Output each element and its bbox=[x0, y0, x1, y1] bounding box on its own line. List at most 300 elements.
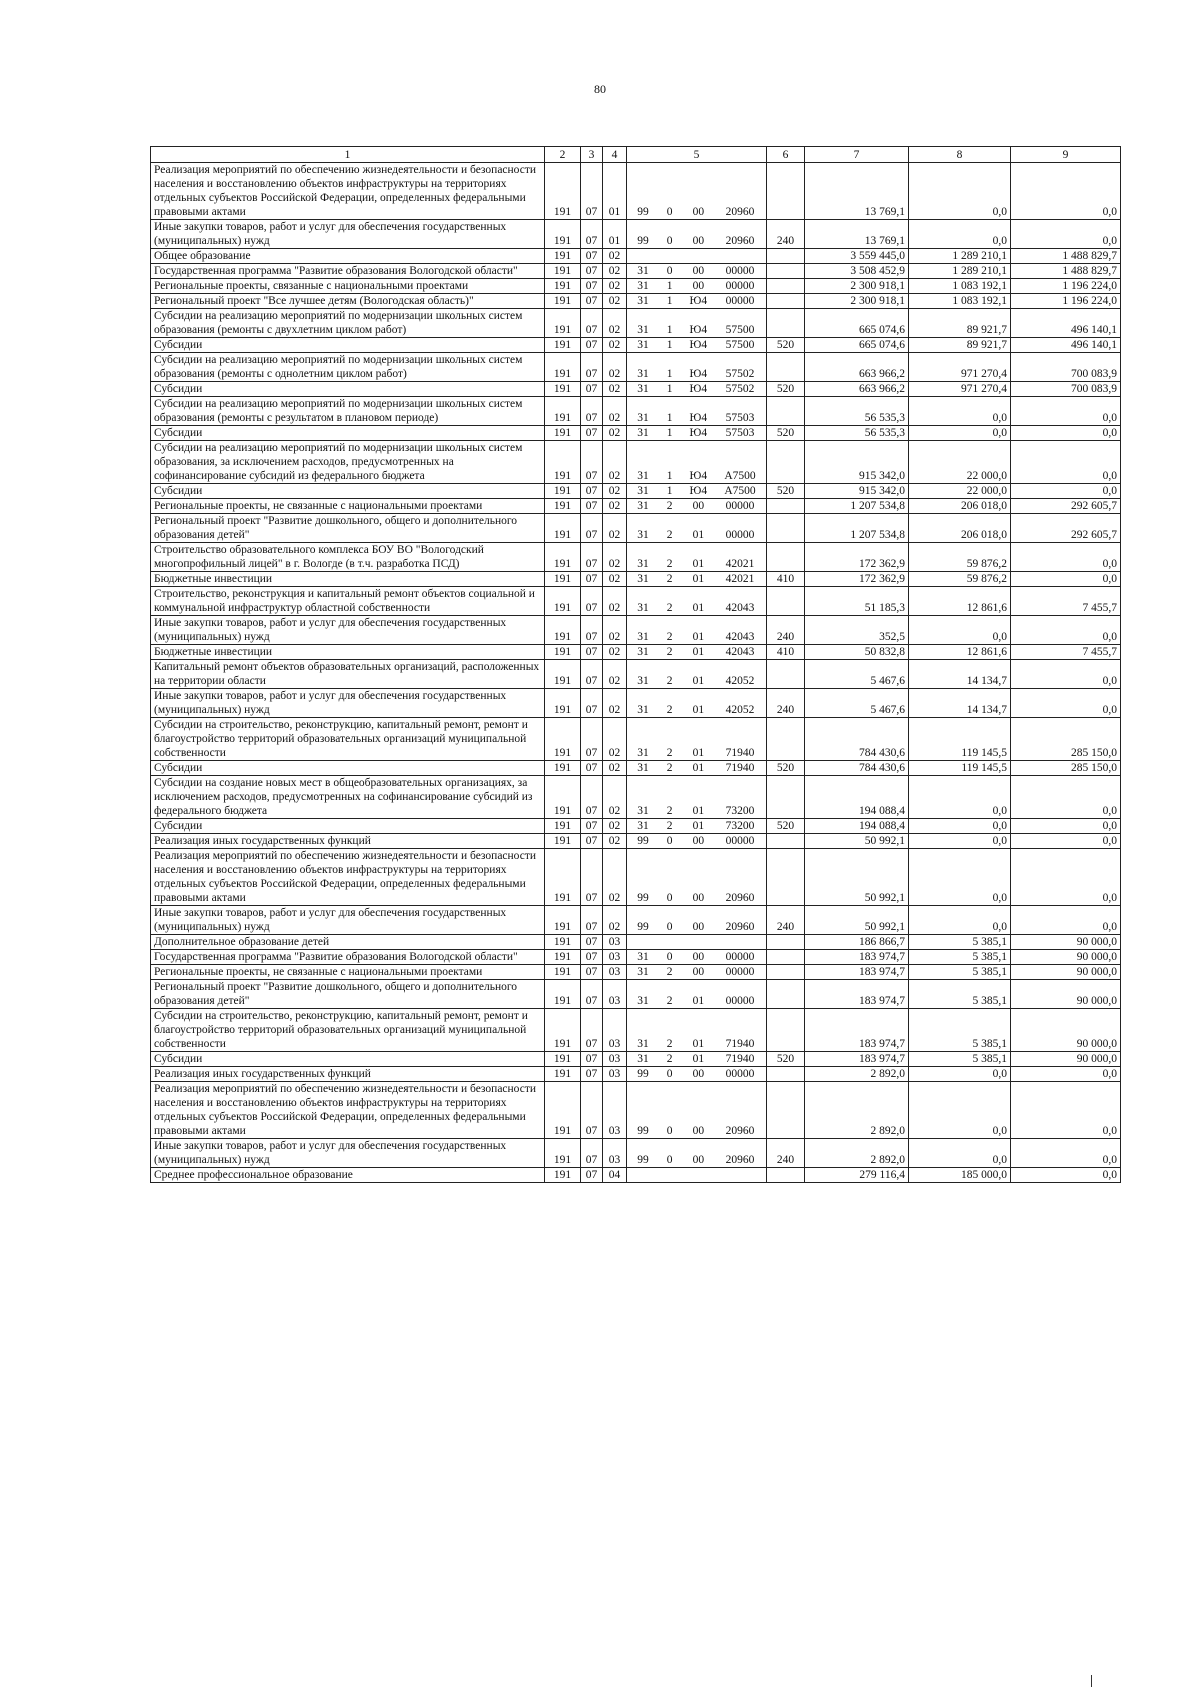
row-col-5-part: 00 bbox=[692, 1125, 705, 1137]
row-col-5 bbox=[627, 689, 767, 718]
row-col-9: 90 000,0 bbox=[1011, 935, 1121, 950]
row-col-8: 0,0 bbox=[909, 1067, 1011, 1082]
row-col-8: 1 083 192,1 bbox=[909, 294, 1011, 309]
row-col-7: 183 974,7 bbox=[805, 950, 909, 965]
row-col-5-part: 31 bbox=[637, 995, 649, 1007]
row-name: Бюджетные инвестиции bbox=[151, 572, 545, 587]
row-col-5-part: 1 bbox=[666, 368, 673, 380]
row-col-2: 191 bbox=[545, 294, 581, 309]
row-col-6: 520 bbox=[767, 1052, 805, 1067]
row-col-3: 07 bbox=[581, 587, 603, 616]
row-name: Реализация мероприятий по обеспечению жизнедеятельности и безопасности населения и восстановлению объектов инфраструктуры на территориях отдельных субъектов Российской Федерации, определенных федеральными правовыми актами bbox=[151, 163, 545, 220]
row-col-5-part: 99 bbox=[637, 835, 649, 847]
row-col-5-part: 31 bbox=[637, 339, 649, 351]
row-col-5-part: 31 bbox=[637, 704, 649, 716]
row-col-5-part: 2 bbox=[666, 573, 673, 585]
row-col-7: 2 300 918,1 bbox=[805, 279, 909, 294]
row-col-6 bbox=[767, 1082, 805, 1139]
row-col-3: 07 bbox=[581, 849, 603, 906]
row-col-5-part: 00 bbox=[692, 206, 705, 218]
row-col-5-part: 01 bbox=[692, 558, 705, 570]
row-col-3: 07 bbox=[581, 1052, 603, 1067]
row-col-5-part: Ю4 bbox=[689, 485, 708, 497]
row-col-9: 90 000,0 bbox=[1011, 1009, 1121, 1052]
row-col-5 bbox=[627, 294, 767, 309]
row-col-3: 07 bbox=[581, 249, 603, 264]
row-col-5 bbox=[627, 906, 767, 935]
row-col-5-part: 31 bbox=[637, 675, 649, 687]
row-col-5-part: Ю4 bbox=[689, 412, 708, 424]
row-col-6 bbox=[767, 965, 805, 980]
row-col-5-part: 31 bbox=[637, 951, 649, 963]
row-col-3: 07 bbox=[581, 950, 603, 965]
row-col-7: 194 088,4 bbox=[805, 776, 909, 819]
header-col-4: 4 bbox=[603, 147, 627, 163]
row-col-7: 183 974,7 bbox=[805, 980, 909, 1009]
table-row bbox=[151, 965, 1121, 980]
row-col-5-part: 31 bbox=[637, 280, 649, 292]
scan-mark bbox=[1091, 1675, 1092, 1687]
row-col-6 bbox=[767, 163, 805, 220]
row-col-5 bbox=[627, 338, 767, 353]
row-col-9: 1 488 829,7 bbox=[1011, 264, 1121, 279]
row-col-5-part: 31 bbox=[637, 573, 649, 585]
row-col-8: 89 921,7 bbox=[909, 338, 1011, 353]
row-col-5-part: 31 bbox=[637, 762, 649, 774]
row-col-9: 0,0 bbox=[1011, 616, 1121, 645]
table-row bbox=[151, 353, 1121, 382]
row-col-4: 02 bbox=[603, 338, 627, 353]
row-col-9: 1 488 829,7 bbox=[1011, 249, 1121, 264]
header-row bbox=[151, 147, 1121, 163]
table-row bbox=[151, 514, 1121, 543]
row-col-9: 285 150,0 bbox=[1011, 718, 1121, 761]
table-row bbox=[151, 761, 1121, 776]
row-col-3: 07 bbox=[581, 294, 603, 309]
row-col-2: 191 bbox=[545, 980, 581, 1009]
table-row bbox=[151, 220, 1121, 249]
row-col-8: 0,0 bbox=[909, 1139, 1011, 1168]
row-col-9: 0,0 bbox=[1011, 1082, 1121, 1139]
row-col-5-part: 71940 bbox=[725, 747, 755, 759]
row-col-5 bbox=[627, 249, 767, 264]
row-col-3: 07 bbox=[581, 163, 603, 220]
row-col-4: 02 bbox=[603, 906, 627, 935]
row-col-4: 02 bbox=[603, 718, 627, 761]
row-col-5-part: 31 bbox=[637, 470, 649, 482]
row-col-6 bbox=[767, 980, 805, 1009]
row-col-6 bbox=[767, 776, 805, 819]
row-col-5 bbox=[627, 1082, 767, 1139]
row-col-6 bbox=[767, 264, 805, 279]
row-col-4: 02 bbox=[603, 660, 627, 689]
row-col-5-part: 2 bbox=[666, 631, 673, 643]
row-col-6 bbox=[767, 294, 805, 309]
row-col-8: 0,0 bbox=[909, 163, 1011, 220]
row-col-4: 02 bbox=[603, 353, 627, 382]
row-col-4: 01 bbox=[603, 220, 627, 249]
row-col-8: 119 145,5 bbox=[909, 718, 1011, 761]
row-name: Иные закупки товаров, работ и услуг для обеспечения государственных (муниципальных) нужд bbox=[151, 906, 545, 935]
row-col-9: 7 455,7 bbox=[1011, 645, 1121, 660]
table-row bbox=[151, 426, 1121, 441]
row-col-5-part: 31 bbox=[637, 500, 649, 512]
row-col-5-part: 71940 bbox=[725, 1038, 755, 1050]
row-col-5 bbox=[627, 441, 767, 484]
table-row bbox=[151, 849, 1121, 906]
table-row bbox=[151, 645, 1121, 660]
row-col-5-part: 99 bbox=[637, 235, 649, 247]
row-col-5-part: 01 bbox=[692, 646, 705, 658]
row-name: Субсидии на строительство, реконструкцию, капитальный ремонт, ремонт и благоустройство территорий образовательных организаций муниципальной собственности bbox=[151, 1009, 545, 1052]
row-col-8: 0,0 bbox=[909, 1082, 1011, 1139]
row-col-5 bbox=[627, 935, 767, 950]
row-col-6: 520 bbox=[767, 819, 805, 834]
table-row bbox=[151, 1009, 1121, 1052]
row-col-8: 5 385,1 bbox=[909, 1052, 1011, 1067]
row-col-4: 02 bbox=[603, 616, 627, 645]
row-col-7: 51 185,3 bbox=[805, 587, 909, 616]
header-col-9: 9 bbox=[1011, 147, 1121, 163]
row-col-7: 13 769,1 bbox=[805, 220, 909, 249]
row-col-8: 5 385,1 bbox=[909, 980, 1011, 1009]
row-col-9: 90 000,0 bbox=[1011, 980, 1121, 1009]
row-name: Субсидии bbox=[151, 1052, 545, 1067]
row-col-5 bbox=[627, 220, 767, 249]
table-row bbox=[151, 834, 1121, 849]
row-col-5-part: 00 bbox=[692, 500, 705, 512]
row-col-5 bbox=[627, 1052, 767, 1067]
row-col-8: 206 018,0 bbox=[909, 514, 1011, 543]
row-col-4: 03 bbox=[603, 1009, 627, 1052]
row-col-5-part: 2 bbox=[666, 747, 673, 759]
row-name: Бюджетные инвестиции bbox=[151, 645, 545, 660]
row-col-4: 03 bbox=[603, 950, 627, 965]
row-name: Субсидии на создание новых мест в общеобразовательных организациях, за исключением расходов, предусмотренных на софинансирование субсидий из федерального бюджета bbox=[151, 776, 545, 819]
row-col-7: 3 559 445,0 bbox=[805, 249, 909, 264]
row-col-5-part: 20960 bbox=[725, 892, 755, 904]
row-col-8: 14 134,7 bbox=[909, 689, 1011, 718]
row-col-9: 0,0 bbox=[1011, 1067, 1121, 1082]
row-col-5-part: 00 bbox=[692, 835, 705, 847]
row-col-3: 07 bbox=[581, 1067, 603, 1082]
row-col-3: 07 bbox=[581, 382, 603, 397]
row-col-7: 56 535,3 bbox=[805, 426, 909, 441]
row-col-5-part: 2 bbox=[666, 1053, 673, 1065]
row-col-4: 02 bbox=[603, 761, 627, 776]
row-col-4: 02 bbox=[603, 689, 627, 718]
row-col-5-part: 00 bbox=[692, 921, 705, 933]
row-col-5 bbox=[627, 264, 767, 279]
row-col-4: 02 bbox=[603, 819, 627, 834]
row-col-5-part: 57502 bbox=[725, 368, 755, 380]
row-col-5-part: 0 bbox=[666, 206, 673, 218]
row-col-2: 191 bbox=[545, 441, 581, 484]
row-col-7: 172 362,9 bbox=[805, 543, 909, 572]
row-col-4: 03 bbox=[603, 980, 627, 1009]
row-col-8: 0,0 bbox=[909, 849, 1011, 906]
row-col-2: 191 bbox=[545, 761, 581, 776]
row-col-7: 784 430,6 bbox=[805, 718, 909, 761]
row-col-6 bbox=[767, 499, 805, 514]
row-col-2: 191 bbox=[545, 338, 581, 353]
row-col-5-part: 42021 bbox=[725, 573, 755, 585]
row-col-2: 191 bbox=[545, 572, 581, 587]
table-row bbox=[151, 294, 1121, 309]
table-row bbox=[151, 776, 1121, 819]
row-col-6 bbox=[767, 279, 805, 294]
row-col-6 bbox=[767, 1067, 805, 1082]
row-col-3: 07 bbox=[581, 1168, 603, 1183]
row-col-6 bbox=[767, 834, 805, 849]
row-col-3: 07 bbox=[581, 338, 603, 353]
row-col-8: 89 921,7 bbox=[909, 309, 1011, 338]
row-col-7: 3 508 452,9 bbox=[805, 264, 909, 279]
row-col-9: 0,0 bbox=[1011, 1139, 1121, 1168]
row-col-5 bbox=[627, 309, 767, 338]
row-col-5-part: 31 bbox=[637, 412, 649, 424]
table-row bbox=[151, 980, 1121, 1009]
row-name: Дополнительное образование детей bbox=[151, 935, 545, 950]
row-col-7: 2 892,0 bbox=[805, 1139, 909, 1168]
row-col-5-part: 42052 bbox=[725, 704, 755, 716]
row-col-7: 2 892,0 bbox=[805, 1067, 909, 1082]
row-col-9: 1 196 224,0 bbox=[1011, 294, 1121, 309]
row-col-5-part: 31 bbox=[637, 820, 649, 832]
row-col-5-part: 42043 bbox=[725, 646, 755, 658]
row-col-3: 07 bbox=[581, 718, 603, 761]
row-col-5-part: 42052 bbox=[725, 675, 755, 687]
row-col-5-part: 31 bbox=[637, 631, 649, 643]
row-col-4: 02 bbox=[603, 264, 627, 279]
row-name: Субсидии bbox=[151, 484, 545, 499]
row-col-5-part: Ю4 bbox=[689, 427, 708, 439]
row-col-2: 191 bbox=[545, 965, 581, 980]
row-col-6 bbox=[767, 514, 805, 543]
row-col-8: 971 270,4 bbox=[909, 382, 1011, 397]
row-col-5-part: 31 bbox=[637, 324, 649, 336]
row-col-4: 02 bbox=[603, 294, 627, 309]
row-col-5 bbox=[627, 819, 767, 834]
row-col-3: 07 bbox=[581, 906, 603, 935]
table-row bbox=[151, 382, 1121, 397]
row-col-9: 0,0 bbox=[1011, 834, 1121, 849]
header-col-2: 2 bbox=[545, 147, 581, 163]
row-col-5 bbox=[627, 834, 767, 849]
row-col-5 bbox=[627, 499, 767, 514]
row-col-8: 119 145,5 bbox=[909, 761, 1011, 776]
row-col-2: 191 bbox=[545, 279, 581, 294]
row-col-5-part: А7500 bbox=[724, 485, 756, 497]
row-col-8: 59 876,2 bbox=[909, 572, 1011, 587]
row-col-5-part: 99 bbox=[637, 892, 649, 904]
row-col-5-part: 00 bbox=[692, 1068, 705, 1080]
row-col-5-part: 00000 bbox=[725, 529, 755, 541]
row-col-7: 50 992,1 bbox=[805, 906, 909, 935]
row-col-4: 02 bbox=[603, 587, 627, 616]
row-col-7: 352,5 bbox=[805, 616, 909, 645]
row-col-7: 50 992,1 bbox=[805, 849, 909, 906]
row-name: Общее образование bbox=[151, 249, 545, 264]
row-col-9: 90 000,0 bbox=[1011, 965, 1121, 980]
row-col-5-part: 0 bbox=[666, 1068, 673, 1080]
row-col-5-part: 71940 bbox=[725, 1053, 755, 1065]
row-col-6 bbox=[767, 1009, 805, 1052]
row-col-5-part: 0 bbox=[666, 1154, 673, 1166]
row-col-9: 0,0 bbox=[1011, 572, 1121, 587]
row-col-5-part: 1 bbox=[666, 324, 673, 336]
row-col-5-part: 00 bbox=[692, 966, 705, 978]
row-col-5-part: 01 bbox=[692, 704, 705, 716]
row-col-4: 03 bbox=[603, 1052, 627, 1067]
row-col-5-part: 2 bbox=[666, 820, 673, 832]
row-col-5-part: 31 bbox=[637, 558, 649, 570]
table-row bbox=[151, 572, 1121, 587]
row-col-4: 02 bbox=[603, 279, 627, 294]
row-col-8: 185 000,0 bbox=[909, 1168, 1011, 1183]
row-col-6 bbox=[767, 309, 805, 338]
row-col-4: 03 bbox=[603, 1082, 627, 1139]
row-col-5-part: 00 bbox=[692, 235, 705, 247]
row-col-9: 0,0 bbox=[1011, 849, 1121, 906]
row-col-5-part: 00 bbox=[692, 892, 705, 904]
row-col-6: 520 bbox=[767, 484, 805, 499]
row-col-9: 496 140,1 bbox=[1011, 309, 1121, 338]
row-col-6 bbox=[767, 397, 805, 426]
row-col-7: 2 300 918,1 bbox=[805, 294, 909, 309]
row-name: Иные закупки товаров, работ и услуг для обеспечения государственных (муниципальных) нужд bbox=[151, 689, 545, 718]
row-col-2: 191 bbox=[545, 950, 581, 965]
row-col-3: 07 bbox=[581, 689, 603, 718]
row-name: Реализация иных государственных функций bbox=[151, 834, 545, 849]
row-col-5-part: 99 bbox=[637, 1068, 649, 1080]
row-col-5-part: 01 bbox=[692, 631, 705, 643]
table-row bbox=[151, 1067, 1121, 1082]
row-col-5-part: 00000 bbox=[725, 951, 755, 963]
row-col-2: 191 bbox=[545, 220, 581, 249]
row-col-7: 172 362,9 bbox=[805, 572, 909, 587]
row-col-5-part: 31 bbox=[637, 265, 649, 277]
row-col-2: 191 bbox=[545, 1082, 581, 1139]
row-col-6: 520 bbox=[767, 382, 805, 397]
row-col-5-part: 31 bbox=[637, 646, 649, 658]
row-name: Капитальный ремонт объектов образовательных организаций, расположенных на территории области bbox=[151, 660, 545, 689]
row-col-2: 191 bbox=[545, 718, 581, 761]
row-col-5-part: 00 bbox=[692, 1154, 705, 1166]
row-col-4: 02 bbox=[603, 834, 627, 849]
row-col-9: 496 140,1 bbox=[1011, 338, 1121, 353]
row-name: Реализация мероприятий по обеспечению жизнедеятельности и безопасности населения и восстановлению объектов инфраструктуры на территориях отдельных субъектов Российской Федерации, определенных федеральными правовыми актами bbox=[151, 1082, 545, 1139]
row-col-2: 191 bbox=[545, 484, 581, 499]
row-col-7: 784 430,6 bbox=[805, 761, 909, 776]
row-col-7: 194 088,4 bbox=[805, 819, 909, 834]
row-col-5-part: 2 bbox=[666, 646, 673, 658]
row-col-4: 02 bbox=[603, 426, 627, 441]
row-col-2: 191 bbox=[545, 616, 581, 645]
row-col-3: 07 bbox=[581, 543, 603, 572]
row-col-5-part: 2 bbox=[666, 500, 673, 512]
row-col-5-part: 00000 bbox=[725, 1068, 755, 1080]
row-col-5-part: 57500 bbox=[725, 339, 755, 351]
row-col-5-part: 00000 bbox=[725, 995, 755, 1007]
row-col-8: 0,0 bbox=[909, 906, 1011, 935]
row-col-8: 5 385,1 bbox=[909, 965, 1011, 980]
row-col-5-part: 71940 bbox=[725, 762, 755, 774]
row-col-9: 0,0 bbox=[1011, 426, 1121, 441]
row-col-2: 191 bbox=[545, 1067, 581, 1082]
row-col-5-part: 2 bbox=[666, 1038, 673, 1050]
row-col-3: 07 bbox=[581, 426, 603, 441]
row-name: Субсидии на реализацию мероприятий по модернизации школьных систем образования (ремонты с результатом в плановом периоде) bbox=[151, 397, 545, 426]
row-col-5-part: 1 bbox=[666, 427, 673, 439]
row-col-5-part: 20960 bbox=[725, 206, 755, 218]
table-row bbox=[151, 950, 1121, 965]
row-col-7: 663 966,2 bbox=[805, 353, 909, 382]
row-col-7: 665 074,6 bbox=[805, 309, 909, 338]
row-col-5-part: Ю4 bbox=[689, 470, 708, 482]
row-col-8: 206 018,0 bbox=[909, 499, 1011, 514]
row-col-5-part: Ю4 bbox=[689, 295, 708, 307]
row-col-4: 02 bbox=[603, 849, 627, 906]
row-col-2: 191 bbox=[545, 1168, 581, 1183]
row-col-9: 0,0 bbox=[1011, 543, 1121, 572]
table-row bbox=[151, 1139, 1121, 1168]
row-col-2: 191 bbox=[545, 776, 581, 819]
row-col-2: 191 bbox=[545, 819, 581, 834]
row-col-5-part: 1 bbox=[666, 383, 673, 395]
row-name: Субсидии bbox=[151, 338, 545, 353]
row-col-9: 0,0 bbox=[1011, 819, 1121, 834]
row-col-3: 07 bbox=[581, 572, 603, 587]
row-col-5-part: 0 bbox=[666, 951, 673, 963]
row-col-8: 0,0 bbox=[909, 397, 1011, 426]
row-col-3: 07 bbox=[581, 1009, 603, 1052]
header-col-5: 5 bbox=[627, 147, 767, 163]
row-col-8: 5 385,1 bbox=[909, 950, 1011, 965]
row-col-5-part: 20960 bbox=[725, 921, 755, 933]
row-col-8: 5 385,1 bbox=[909, 1009, 1011, 1052]
row-col-4: 03 bbox=[603, 1139, 627, 1168]
table-row bbox=[151, 1052, 1121, 1067]
row-col-5 bbox=[627, 587, 767, 616]
row-col-2: 191 bbox=[545, 660, 581, 689]
row-col-7: 183 974,7 bbox=[805, 965, 909, 980]
row-col-5-part: 01 bbox=[692, 675, 705, 687]
row-col-5-part: 1 bbox=[666, 485, 673, 497]
row-col-3: 07 bbox=[581, 279, 603, 294]
row-col-2: 191 bbox=[545, 849, 581, 906]
row-name: Региональные проекты, не связанные с национальными проектами bbox=[151, 965, 545, 980]
row-col-3: 07 bbox=[581, 514, 603, 543]
row-col-5-part: 99 bbox=[637, 206, 649, 218]
row-col-2: 191 bbox=[545, 1139, 581, 1168]
row-col-8: 0,0 bbox=[909, 819, 1011, 834]
row-name: Иные закупки товаров, работ и услуг для обеспечения государственных (муниципальных) нужд bbox=[151, 220, 545, 249]
row-name: Субсидии на реализацию мероприятий по модернизации школьных систем образования (ремонты с однолетним циклом работ) bbox=[151, 353, 545, 382]
row-col-6 bbox=[767, 543, 805, 572]
row-col-3: 07 bbox=[581, 441, 603, 484]
row-col-5-part: 00 bbox=[692, 265, 705, 277]
row-col-5-part: 31 bbox=[637, 427, 649, 439]
row-col-6: 520 bbox=[767, 761, 805, 776]
table-row bbox=[151, 163, 1121, 220]
row-name: Региональный проект "Развитие дошкольного, общего и дополнительного образования детей" bbox=[151, 514, 545, 543]
row-name: Субсидии bbox=[151, 761, 545, 776]
row-col-5 bbox=[627, 163, 767, 220]
row-col-6 bbox=[767, 249, 805, 264]
row-col-5-part: 00000 bbox=[725, 295, 755, 307]
row-col-5-part: 00000 bbox=[725, 280, 755, 292]
